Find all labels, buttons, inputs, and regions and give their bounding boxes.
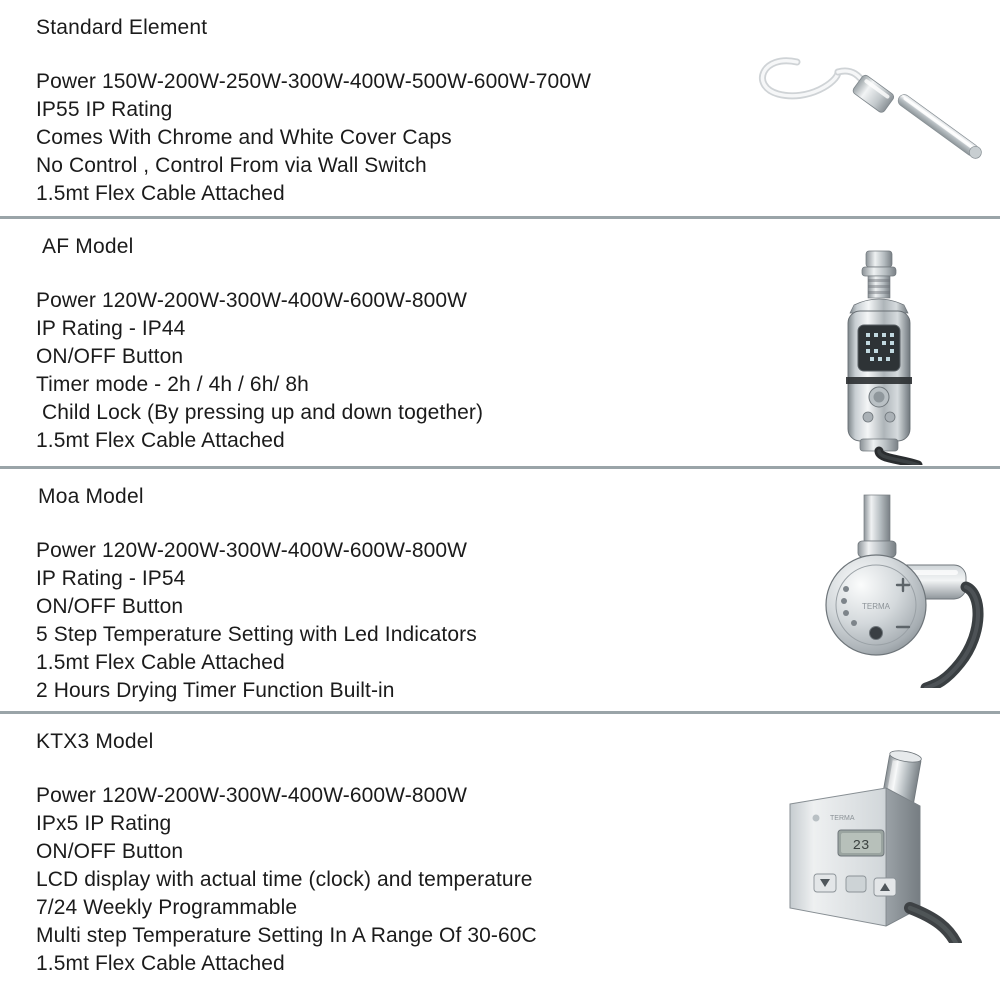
spec-item: LCD display with actual time (clock) and temperature <box>36 868 533 891</box>
spec-item: Multi step Temperature Setting In A Range Of 30-60C <box>36 924 537 947</box>
spec-item: No Control , Control From via Wall Switch <box>36 154 427 177</box>
spec-item: Power 120W-200W-300W-400W-600W-800W <box>36 784 468 807</box>
spec-item: IP Rating - IP54 <box>36 567 186 590</box>
spec-item: 7/24 Weekly Programmable <box>36 896 298 919</box>
spec-item: 1.5mt Flex Cable Attached <box>36 952 285 975</box>
spec-item: Comes With Chrome and White Cover Caps <box>36 126 452 149</box>
svg-text:TERMA: TERMA <box>862 602 890 611</box>
svg-text:23: 23 <box>852 838 870 854</box>
section-standard-element <box>0 0 1000 208</box>
spec-item: 1.5mt Flex Cable Attached <box>36 182 285 205</box>
section-moa-model <box>0 469 1000 705</box>
spec-item: IP Rating - IP44 <box>36 317 186 340</box>
spec-list <box>36 68 591 208</box>
spec-item: Timer mode - 2h / 4h / 6h/ 8h <box>36 373 309 396</box>
spec-list <box>36 782 537 978</box>
ktx3-model-image <box>760 748 990 938</box>
spec-list <box>36 287 483 455</box>
moa-model-image <box>784 493 994 683</box>
spec-item: ON/OFF Button <box>36 595 184 618</box>
spec-item: ON/OFF Button <box>36 840 184 863</box>
section-ktx3-model <box>0 714 1000 978</box>
spec-item: 1.5mt Flex Cable Attached <box>36 651 285 674</box>
section-title: AF Model <box>42 235 134 258</box>
spec-item: IP55 IP Rating <box>36 98 173 121</box>
svg-text:TERMA: TERMA <box>830 815 855 822</box>
section-title: KTX3 Model <box>36 730 154 753</box>
spec-item: 2 Hours Drying Timer Function Built-in <box>36 679 395 702</box>
standard-element-image <box>742 42 982 192</box>
spec-item: Child Lock (By pressing up and down together) <box>42 401 484 424</box>
spec-item: Power 120W-200W-300W-400W-600W-800W <box>36 289 468 312</box>
spec-item: Power 150W-200W-250W-300W-400W-500W-600W-700W <box>36 70 592 93</box>
spec-item: IPx5 IP Rating <box>36 812 172 835</box>
section-title: Standard Element <box>36 16 208 39</box>
spec-item: ON/OFF Button <box>36 345 184 368</box>
spec-item: 1.5mt Flex Cable Attached <box>36 429 285 452</box>
spec-item: Power 120W-200W-300W-400W-600W-800W <box>36 539 468 562</box>
spec-item: 5 Step Temperature Setting with Led Indicators <box>36 623 477 646</box>
spec-list <box>36 537 477 705</box>
section-title: Moa Model <box>38 485 144 508</box>
section-af-model <box>0 219 1000 460</box>
af-model-image <box>782 245 982 460</box>
